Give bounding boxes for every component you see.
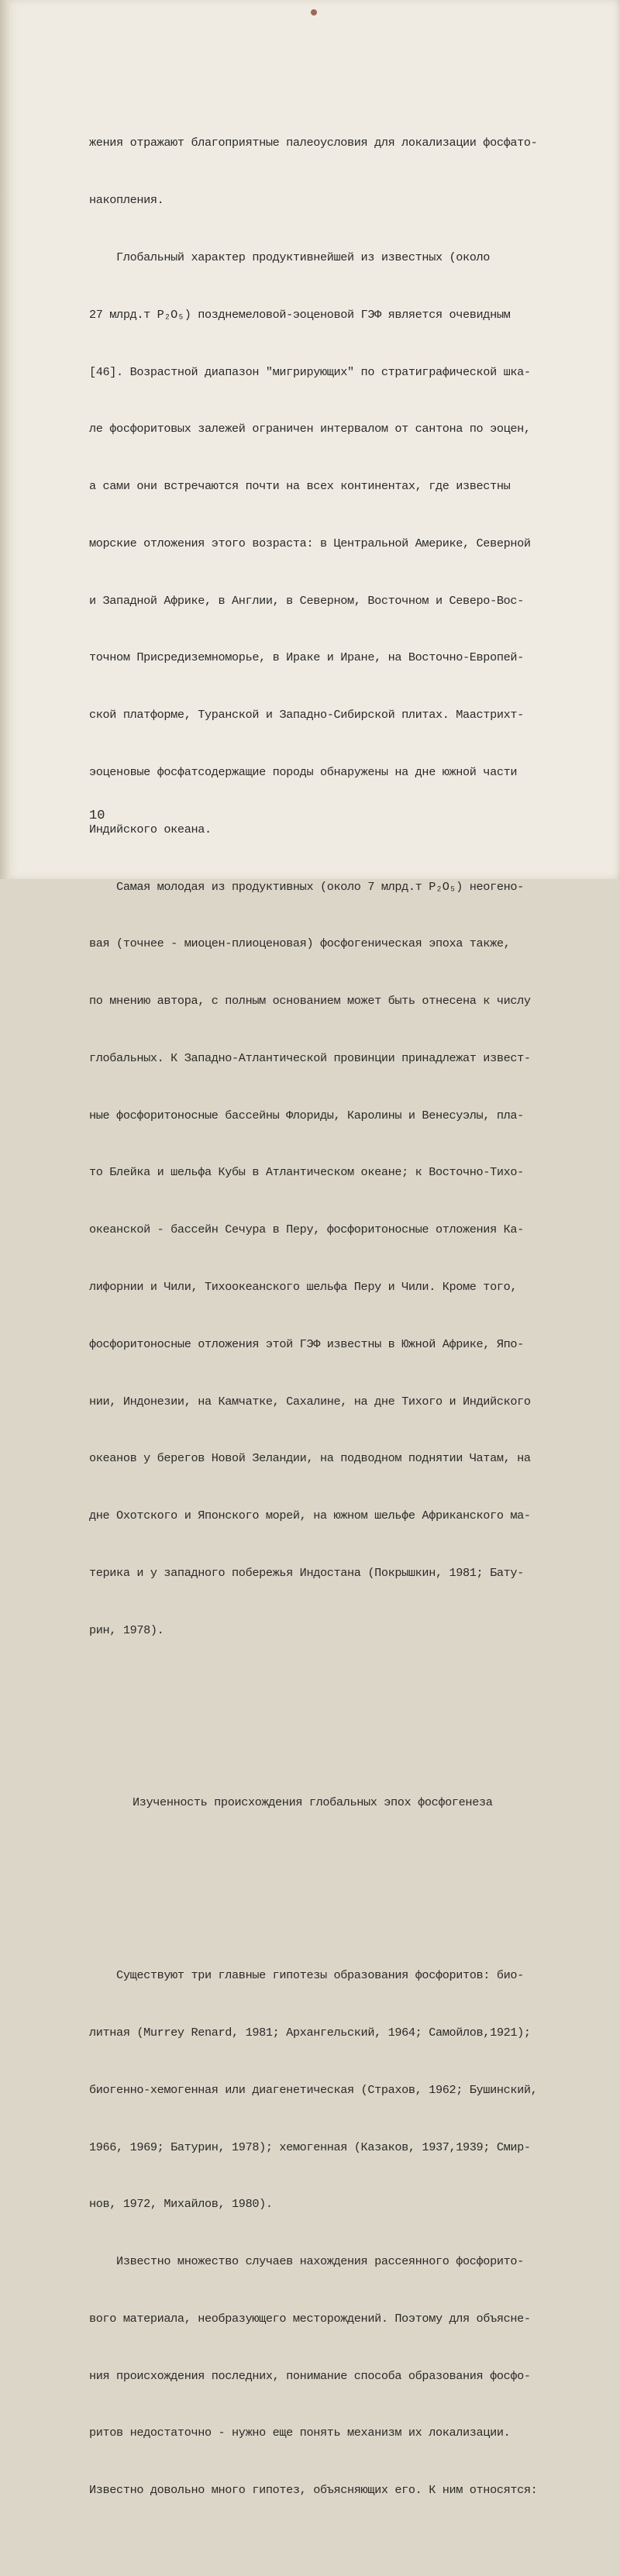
text-line: дне Охотского и Японского морей, на южном шельфе Африканского ма- bbox=[89, 1509, 531, 1523]
binding-hole bbox=[311, 9, 317, 16]
text-line: литная (Murrey Renard, 1981; Архангельский, 1964; Самойлов,1921); bbox=[89, 2025, 531, 2040]
text-line: ния происхождения последних, понимание способа образования фосфо- bbox=[89, 2368, 531, 2383]
text-line: терика и у западного побережья Индостана (Покрышкин, 1981; Бату- bbox=[89, 1565, 524, 1580]
text-line: океанов у берегов Новой Зеландии, на подводном поднятии Чатам, на bbox=[89, 1451, 531, 1466]
text-line: жения отражают благоприятные палеоусловия для локализации фосфато- bbox=[89, 136, 538, 150]
text-line: Глобальный характер продуктивнейшей из известных (около bbox=[89, 250, 491, 264]
section-heading: Изученность происхождения глобальных эпох фосфогенеза bbox=[133, 1795, 493, 1810]
text-line: ритов недостаточно - нужно еще понять механизм их локализации. bbox=[89, 2426, 511, 2440]
text-line: глобальных. К Западно-Атлантической провинции принадлежат извест- bbox=[89, 1050, 531, 1065]
text-line: океанской - бассейн Сечура в Перу, фосфоритоносные отложения Ка- bbox=[89, 1222, 524, 1237]
text-line: и Западной Африке, в Англии, в Северном, Восточном и Северо-Вос- bbox=[89, 593, 524, 608]
text-line: вая (точнее - миоцен-плиоценовая) фосфогеническая эпоха также, bbox=[89, 936, 511, 951]
paragraph-block-bottom bbox=[89, 1928, 593, 2538]
text-line: ле фосфоритовых залежей ограничен интервалом от сантона по эоцен, bbox=[89, 422, 531, 436]
text-line: накопления. bbox=[89, 193, 164, 208]
text-line: биогенно-хемогенная или диагенетическая (Страхов, 1962; Бушинский, bbox=[89, 2082, 538, 2097]
text-line: то Блейка и шельфа Кубы в Атлантическом океане; к Восточно-Тихо- bbox=[89, 1165, 524, 1180]
text-line: Самая молодая из продуктивных (около 7 млрд.т P₂O₅) неогено- bbox=[89, 879, 524, 894]
text-line: рин, 1978). bbox=[89, 1623, 164, 1637]
text-line: эоценовые фосфатсодержащие породы обнаружены на дне южной части bbox=[89, 764, 518, 779]
document-body bbox=[89, 57, 593, 2576]
text-line: 1966, 1969; Батурин, 1978); хемогенная (Казаков, 1937,1939; Смир- bbox=[89, 2140, 531, 2154]
text-line: Индийского океана. bbox=[89, 822, 212, 836]
text-line: 27 млрд.т P₂O₅) позднемеловой-эоценовой ГЭФ является очевидным bbox=[89, 307, 511, 322]
text-line: [46]. Возрастной диапазон "мигрирующих" по стратиграфической шка- bbox=[89, 364, 531, 379]
text-line: лифорнии и Чили, Тихоокеанского шельфа Перу и Чили. Кроме того, bbox=[89, 1280, 518, 1294]
text-line: Известно довольно много гипотез, объясняющих его. К ним относятся: bbox=[89, 2483, 538, 2498]
spacer bbox=[89, 1735, 593, 1755]
text-line: фосфоритоносные отложения этой ГЭФ известны в Южной Африке, Япо- bbox=[89, 1336, 524, 1351]
text-line: по мнению автора, с полным основанием может быть отнесена к числу bbox=[89, 994, 531, 1009]
text-line: нов, 1972, Михайлов, 1980). bbox=[89, 2197, 273, 2212]
text-line: нии, Индонезии, на Камчатке, Сахалине, на дне Тихого и Индийского bbox=[89, 1394, 531, 1409]
page-number: 10 bbox=[89, 809, 105, 823]
text-line: Существуют три главные гипотезы образования фосфоритов: био- bbox=[89, 1968, 524, 1983]
text-line: точном Присредиземноморье, в Ираке и Иране, на Восточно-Европей- bbox=[89, 650, 524, 665]
text-line: ской платформе, Туранской и Западно-Сибирской плитах. Маастрихт- bbox=[89, 708, 524, 722]
text-line: вого материала, необразующего месторождений. Поэтому для объясне- bbox=[89, 2311, 531, 2326]
text-line: морские отложения этого возраста: в Центральной Америке, Северной bbox=[89, 536, 531, 550]
text-line: Известно множество случаев нахождения рассеянного фосфорито- bbox=[89, 2254, 524, 2269]
spacer bbox=[89, 1850, 593, 1871]
paragraph-block-top bbox=[89, 95, 593, 1678]
page-binding-edge bbox=[0, 0, 9, 879]
text-line: а сами они встречаются почти на всех континентах, где известны bbox=[89, 479, 511, 494]
text-line: ные фосфоритоносные бассейны Флориды, Каролины и Венесуэлы, пла- bbox=[89, 1108, 524, 1122]
